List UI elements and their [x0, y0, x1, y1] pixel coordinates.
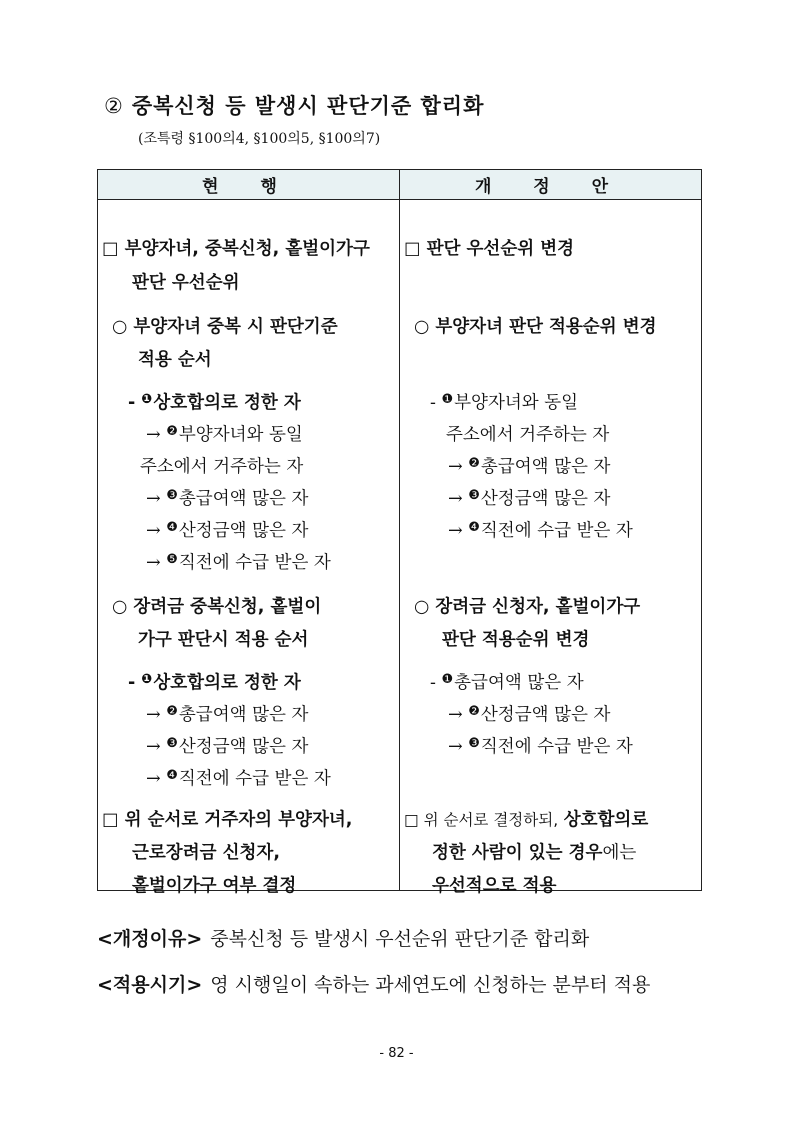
current-sub1-item: → $^❸$총급여액 많은 자: [146, 488, 309, 509]
revision-reason: [97, 924, 589, 951]
effective-date-label: <적용시기>: [97, 974, 203, 996]
current-sub1-item: → $^❷$부양자녀와 동일: [146, 424, 303, 445]
effective-date: [97, 970, 650, 997]
section-title: 중복신청 등 발생시 판단기준 합리화: [131, 94, 485, 118]
revised-sub2-line1: ○ 장려금 신청자, 홑벌이가구: [414, 597, 641, 617]
circled-number-icon: ❷: [166, 704, 178, 719]
circled-number-icon: ❷: [468, 704, 480, 719]
comparison-table: [97, 169, 702, 896]
header-revised: 개 정 안: [400, 170, 702, 200]
circled-number-icon: ❶: [141, 392, 153, 407]
circled-number-icon: ❸: [468, 488, 480, 503]
revised-column: [400, 200, 701, 896]
current-item2-line1: □ 위 순서로 거주자의 부양자녀,: [102, 810, 353, 830]
current-sub1-item: → $^❺$직전에 수급 받은 자: [146, 552, 331, 573]
current-sub2-item: - $^❶$상호합의로 정한 자: [128, 672, 301, 693]
current-item2-line3: 홑벌이가구 여부 결정: [132, 876, 297, 896]
circled-number-icon: ❷: [166, 424, 178, 439]
current-sub2-line2: 가구 판단시 적용 순서: [138, 630, 309, 650]
effective-date-text: 영 시행일이 속하는 과세연도에 신청하는 분부터 적용: [210, 974, 651, 996]
revised-item2-line3: 우선적으로 적용: [432, 876, 557, 896]
current-sub1-item: 주소에서 거주하는 자: [140, 457, 304, 477]
circled-number-icon: ❸: [468, 736, 480, 751]
circled-number-icon: ❸: [166, 736, 178, 751]
revised-sub1-item: → $^❷$총급여액 많은 자: [448, 456, 611, 477]
revised-sub1-item: - $^❶$부양자녀와 동일: [430, 392, 579, 413]
current-sub1-item: - $^❶$상호합의로 정한 자: [128, 392, 301, 413]
revision-reason-label: <개정이유>: [97, 928, 203, 950]
circled-number-icon: ❺: [166, 552, 178, 567]
revised-sub2-item: - $^❶$총급여액 많은 자: [430, 672, 584, 693]
circled-number-icon: ❸: [166, 488, 178, 503]
current-item1-line1: □ 부양자녀, 중복신청, 홑벌이가구: [102, 239, 370, 259]
revised-sub1-item: 주소에서 거주하는 자: [446, 425, 610, 445]
section-reference: (조특령 §100의4, §100의5, §100의7): [138, 131, 381, 147]
current-column: [98, 200, 399, 896]
revised-sub1-item: → $^❹$직전에 수급 받은 자: [448, 520, 633, 541]
revised-sub2-line2: 판단 적용순위 변경: [442, 630, 590, 650]
circled-number-icon: ❹: [166, 768, 178, 783]
circled-number-icon: ❶: [441, 392, 454, 407]
section-heading: [104, 90, 484, 120]
circled-number-icon: ❹: [166, 520, 178, 535]
revision-reason-text: 중복신청 등 발생시 우선순위 판단기준 합리화: [210, 928, 590, 950]
current-sub2-line1: ○ 장려금 중복신청, 홑벌이: [112, 597, 322, 617]
revised-sub1-line1: ○ 부양자녀 판단 적용순위 변경: [414, 317, 657, 337]
circled-number-icon: ❷: [468, 456, 480, 471]
revised-item1-line1: □ 판단 우선순위 변경: [404, 239, 575, 259]
circled-number-icon: ❹: [468, 520, 480, 535]
section-number: ②: [104, 94, 124, 118]
revised-sub2-item: → $^❷$산정금액 많은 자: [448, 704, 611, 725]
revised-item2-line1: □ 위 순서로 결정하되, 상호합의로: [404, 810, 649, 830]
current-item2-line2: 근로장려금 신청자,: [132, 843, 280, 863]
page-number: - 82 -: [379, 1046, 414, 1061]
header-current: 현 행: [98, 170, 400, 200]
circled-number-icon: ❶: [441, 672, 454, 687]
revised-item2-line2: 정한 사람이 있는 경우에는: [432, 843, 637, 863]
current-sub1-item: → $^❹$산정금액 많은 자: [146, 520, 309, 541]
revised-sub1-item: → $^❸$산정금액 많은 자: [448, 488, 611, 509]
current-sub2-item: → $^❹$직전에 수급 받은 자: [146, 768, 331, 789]
current-item1-line2: 판단 우선순위: [132, 273, 240, 293]
revised-sub2-item: → $^❸$직전에 수급 받은 자: [448, 736, 633, 757]
current-sub1-line2: 적용 순서: [138, 350, 212, 370]
current-sub2-item: → $^❷$총급여액 많은 자: [146, 704, 309, 725]
current-sub1-line1: ○ 부양자녀 중복 시 판단기준: [112, 317, 338, 337]
current-sub2-item: → $^❸$산정금액 많은 자: [146, 736, 309, 757]
circled-number-icon: ❶: [141, 672, 153, 687]
